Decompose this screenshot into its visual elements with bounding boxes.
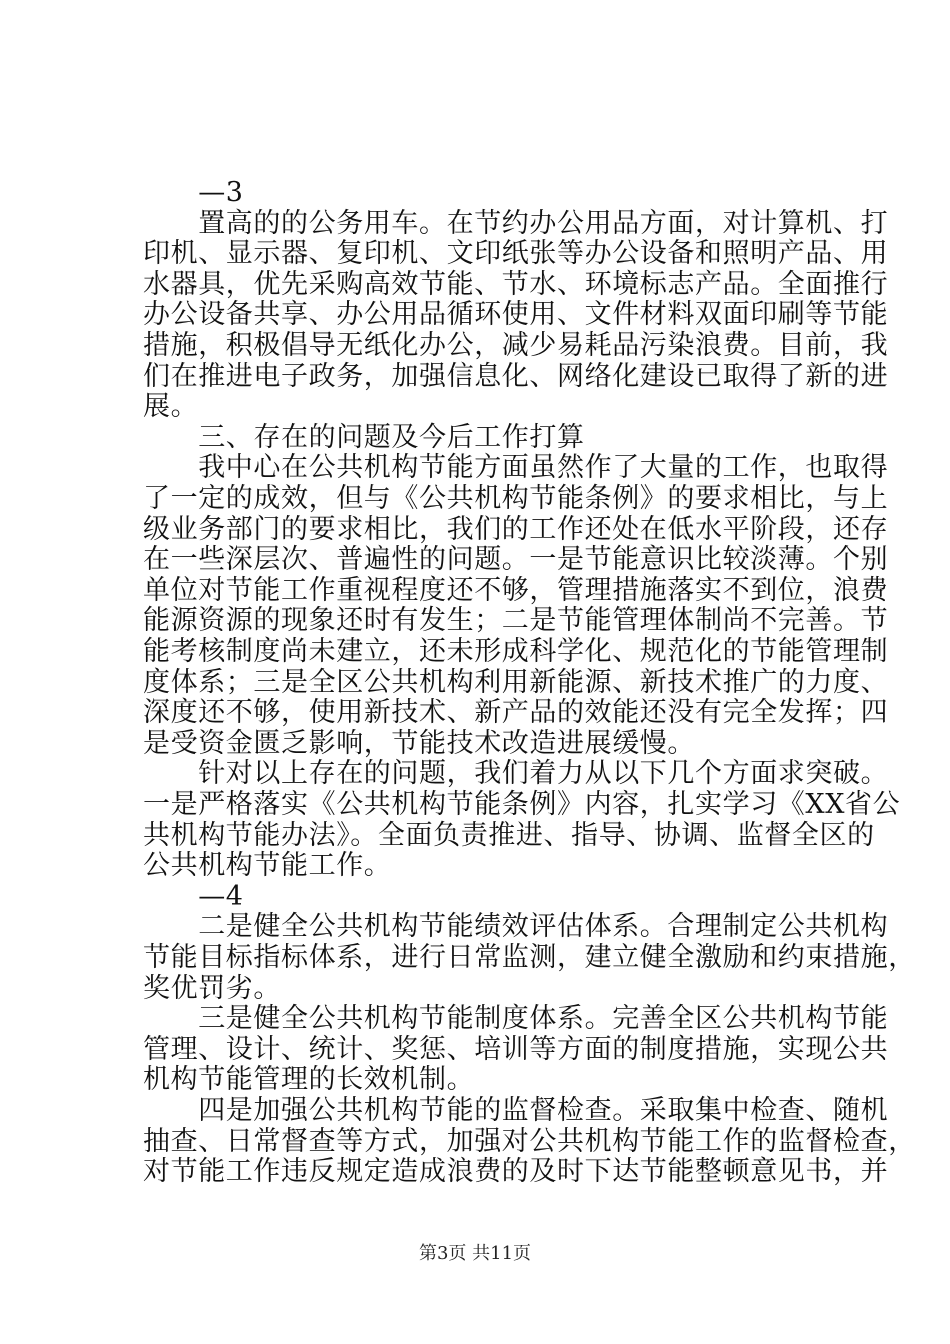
text-line: 展。	[143, 391, 199, 422]
text-line: 置高的的公务用车。在节约办公用品方面，对计算机、打	[143, 208, 889, 239]
text-line: 针对以上存在的问题，我们着力从以下几个方面求突破。	[143, 758, 889, 789]
text-line: 公共机构节能工作。	[143, 850, 392, 881]
text-line: 机构节能管理的长效机制。	[143, 1064, 475, 1095]
text-line: 印机、显示器、复印机、文印纸张等办公设备和照明产品、用	[143, 238, 889, 269]
text-line: 管理、设计、统计、奖惩、培训等方面的制度措施，实现公共	[143, 1034, 889, 1065]
text-line: 二是健全公共机构节能绩效评估体系。合理制定公共机构	[143, 911, 889, 942]
text-line: 能考核制度尚未建立，还未形成科学化、规范化的节能管理制	[143, 636, 889, 667]
text-line: 节能目标指标体系，进行日常监测，建立健全激励和约束措施，	[143, 942, 916, 973]
text-line: 们在推进电子政务，加强信息化、网络化建设已取得了新的进	[143, 361, 889, 392]
text-line: 三是健全公共机构节能制度体系。完善全区公共机构节能	[143, 1003, 889, 1034]
text-line: 了一定的成效，但与《公共机构节能条例》的要求相比，与上	[143, 483, 889, 514]
text-line: 级业务部门的要求相比，我们的工作还处在低水平阶段，还存	[143, 514, 889, 545]
page-marker: —4	[143, 881, 244, 912]
text-line: 度体系；三是全区公共机构利用新能源、新技术推广的力度、	[143, 667, 889, 698]
text-line: 是受资金匮乏影响，节能技术改造进展缓慢。	[143, 728, 695, 759]
text-line: 水器具，优先采购高效节能、节水、环境标志产品。全面推行	[143, 269, 889, 300]
text-line: 措施，积极倡导无纸化办公，减少易耗品污染浪费。目前，我	[143, 330, 889, 361]
text-line: 我中心在公共机构节能方面虽然作了大量的工作，也取得	[143, 452, 889, 483]
page-marker: —3	[143, 177, 244, 208]
text-line: 共机构节能办法》。全面负责推进、指导、协调、监督全区的	[143, 820, 875, 851]
text-line: 三、存在的问题及今后工作打算	[143, 422, 585, 453]
text-line: 奖优罚劣。	[143, 973, 281, 1004]
text-line: 一是严格落实《公共机构节能条例》内容，扎实学习《XX省公	[143, 789, 901, 820]
text-line: 单位对节能工作重视程度还不够，管理措施落实不到位，浪费	[143, 575, 889, 606]
text-line: 在一些深层次、普遍性的问题。一是节能意识比较淡薄。个别	[143, 544, 889, 575]
text-line: 能源资源的现象还时有发生；二是节能管理体制尚不完善。节	[143, 605, 889, 636]
text-line: 对节能工作违反规定造成浪费的及时下达节能整顿意见书，并	[143, 1156, 889, 1187]
page-footer: 第3页 共11页	[418, 1243, 532, 1264]
text-line: 办公设备共享、办公用品循环使用、文件材料双面印刷等节能	[143, 299, 889, 330]
text-line: 抽查、日常督查等方式，加强对公共机构节能工作的监督检查，	[143, 1126, 916, 1157]
text-line: 四是加强公共机构节能的监督检查。采取集中检查、随机	[143, 1095, 889, 1126]
text-line: 深度还不够，使用新技术、新产品的效能还没有完全发挥；四	[143, 697, 889, 728]
